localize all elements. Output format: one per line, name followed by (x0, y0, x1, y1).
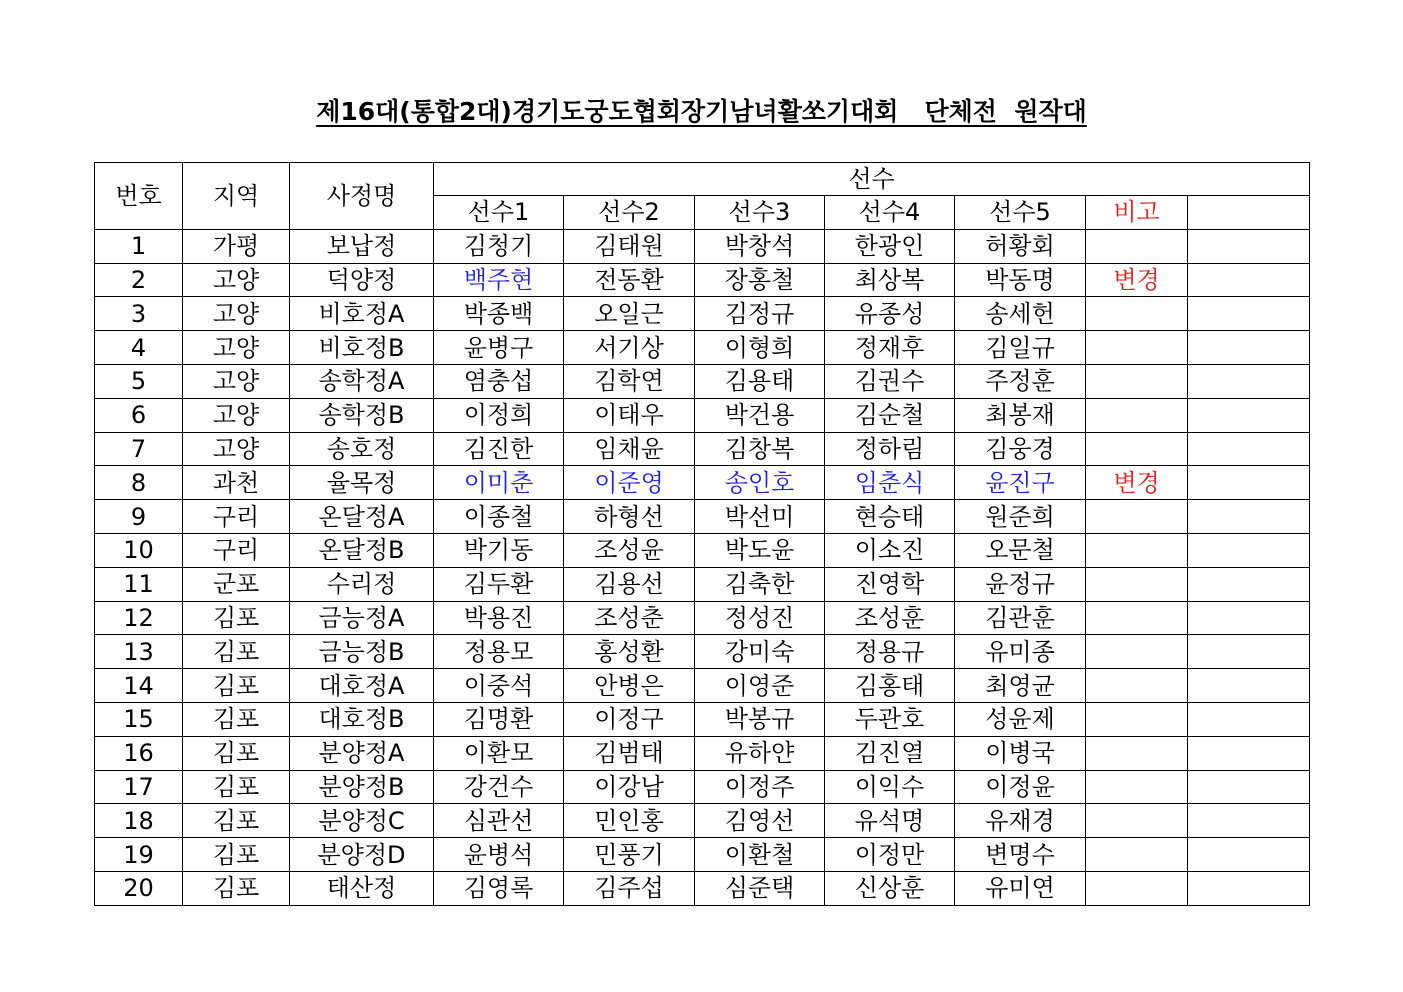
row-region: 군포 (183, 567, 290, 601)
row-player-2: 민인홍 (564, 804, 695, 838)
row-no: 12 (95, 601, 183, 635)
row-player-4: 최상복 (825, 263, 955, 297)
row-remark (1086, 635, 1188, 669)
row-no: 6 (95, 398, 183, 432)
table-row (95, 804, 1310, 838)
row-empty-cell (1188, 736, 1310, 770)
row-empty-cell (1188, 297, 1310, 331)
row-club: 온달정B (290, 533, 434, 567)
table-row (95, 736, 1310, 770)
row-empty-cell (1188, 770, 1310, 804)
table-row (95, 500, 1310, 534)
row-player-5: 유미연 (955, 871, 1086, 905)
row-player-4: 한광인 (825, 229, 955, 263)
row-player-1: 이환모 (434, 736, 564, 770)
table-row (95, 770, 1310, 804)
header-club: 사정명 (290, 163, 434, 230)
row-player-5: 이정윤 (955, 770, 1086, 804)
row-player-2: 서기상 (564, 331, 695, 365)
row-player-2: 김주섭 (564, 871, 695, 905)
row-region: 고양 (183, 398, 290, 432)
row-club: 송호정 (290, 432, 434, 466)
table-row (95, 635, 1310, 669)
table-row (95, 567, 1310, 601)
row-player-5: 유미종 (955, 635, 1086, 669)
row-player-1: 이미춘 (434, 466, 564, 500)
row-no: 8 (95, 466, 183, 500)
row-club: 분양정B (290, 770, 434, 804)
row-player-1: 정용모 (434, 635, 564, 669)
row-no: 9 (95, 500, 183, 534)
row-player-5: 주정훈 (955, 364, 1086, 398)
row-empty-cell (1188, 838, 1310, 872)
row-remark (1086, 601, 1188, 635)
row-player-5: 이병국 (955, 736, 1086, 770)
row-player-1: 윤병구 (434, 331, 564, 365)
row-player-2: 홍성환 (564, 635, 695, 669)
row-player-5: 윤진구 (955, 466, 1086, 500)
table-row (95, 432, 1310, 466)
row-no: 13 (95, 635, 183, 669)
row-player-1: 김청기 (434, 229, 564, 263)
table-row (95, 533, 1310, 567)
row-remark (1086, 770, 1188, 804)
row-empty-cell (1188, 669, 1310, 703)
row-empty-cell (1188, 804, 1310, 838)
row-player-2: 임채윤 (564, 432, 695, 466)
row-empty-cell (1188, 702, 1310, 736)
row-no: 5 (95, 364, 183, 398)
row-region: 고양 (183, 263, 290, 297)
row-empty-cell (1188, 533, 1310, 567)
header-remarks: 비고 (1086, 196, 1188, 230)
row-player-4: 이정만 (825, 838, 955, 872)
row-no: 20 (95, 871, 183, 905)
row-player-1: 심관선 (434, 804, 564, 838)
title-text: 제16대(통합2대)경기도궁도협회장기남녀활쏘기대회 단체전 원작대 (316, 97, 1087, 126)
row-player-4: 유종성 (825, 297, 955, 331)
table-row (95, 297, 1310, 331)
row-region: 과천 (183, 466, 290, 500)
row-player-2: 민풍기 (564, 838, 695, 872)
row-player-1: 백주현 (434, 263, 564, 297)
row-player-3: 김창복 (695, 432, 825, 466)
row-remark (1086, 398, 1188, 432)
team-roster-table (94, 162, 1310, 906)
table-row (95, 466, 1310, 500)
row-empty-cell (1188, 229, 1310, 263)
row-remark (1086, 364, 1188, 398)
row-player-4: 김진열 (825, 736, 955, 770)
row-player-3: 이환철 (695, 838, 825, 872)
row-player-1: 이종철 (434, 500, 564, 534)
row-player-3: 김영선 (695, 804, 825, 838)
row-player-3: 정성진 (695, 601, 825, 635)
row-no: 19 (95, 838, 183, 872)
header-players-group: 선수 (434, 163, 1310, 196)
row-player-2: 조성윤 (564, 533, 695, 567)
row-player-3: 이정주 (695, 770, 825, 804)
row-no: 3 (95, 297, 183, 331)
header-player-3: 선수3 (695, 196, 825, 230)
row-player-5: 유재경 (955, 804, 1086, 838)
row-player-2: 이강남 (564, 770, 695, 804)
row-player-5: 최영균 (955, 669, 1086, 703)
row-player-3: 박선미 (695, 500, 825, 534)
row-remark (1086, 838, 1188, 872)
row-player-2: 조성춘 (564, 601, 695, 635)
row-player-1: 박종백 (434, 297, 564, 331)
table-row (95, 601, 1310, 635)
row-empty-cell (1188, 500, 1310, 534)
row-no: 10 (95, 533, 183, 567)
row-player-4: 유석명 (825, 804, 955, 838)
row-player-1: 강건수 (434, 770, 564, 804)
row-club: 금능정B (290, 635, 434, 669)
row-player-2: 전동환 (564, 263, 695, 297)
row-remark: 변경 (1086, 263, 1188, 297)
row-empty-cell (1188, 263, 1310, 297)
row-region: 가평 (183, 229, 290, 263)
row-player-5: 김일규 (955, 331, 1086, 365)
row-empty-cell (1188, 635, 1310, 669)
row-club: 대호정A (290, 669, 434, 703)
row-club: 율목정 (290, 466, 434, 500)
row-club: 분양정D (290, 838, 434, 872)
row-player-3: 장홍철 (695, 263, 825, 297)
row-region: 구리 (183, 500, 290, 534)
row-player-2: 하형선 (564, 500, 695, 534)
row-region: 고양 (183, 331, 290, 365)
row-player-1: 김두환 (434, 567, 564, 601)
row-player-1: 염충섭 (434, 364, 564, 398)
row-player-4: 정재후 (825, 331, 955, 365)
row-no: 15 (95, 702, 183, 736)
row-region: 고양 (183, 297, 290, 331)
row-player-5: 송세헌 (955, 297, 1086, 331)
row-player-4: 조성훈 (825, 601, 955, 635)
row-empty-cell (1188, 871, 1310, 905)
row-player-3: 박창석 (695, 229, 825, 263)
row-player-3: 박봉규 (695, 702, 825, 736)
table-row (95, 364, 1310, 398)
header-row-1 (95, 163, 1310, 196)
row-remark (1086, 533, 1188, 567)
row-region: 김포 (183, 838, 290, 872)
row-player-5: 김웅경 (955, 432, 1086, 466)
row-player-4: 이소진 (825, 533, 955, 567)
row-player-4: 현승태 (825, 500, 955, 534)
row-player-4: 김권수 (825, 364, 955, 398)
row-player-4: 이익수 (825, 770, 955, 804)
row-empty-cell (1188, 331, 1310, 365)
row-club: 온달정A (290, 500, 434, 534)
row-player-4: 진영학 (825, 567, 955, 601)
row-empty-cell (1188, 398, 1310, 432)
row-player-3: 송인호 (695, 466, 825, 500)
row-player-4: 임춘식 (825, 466, 955, 500)
row-player-3: 박도윤 (695, 533, 825, 567)
row-remark (1086, 567, 1188, 601)
row-club: 보납정 (290, 229, 434, 263)
row-region: 고양 (183, 364, 290, 398)
row-club: 수리정 (290, 567, 434, 601)
row-no: 7 (95, 432, 183, 466)
row-no: 4 (95, 331, 183, 365)
row-remark (1086, 871, 1188, 905)
header-player-4: 선수4 (825, 196, 955, 230)
table-row (95, 838, 1310, 872)
row-player-4: 신상훈 (825, 871, 955, 905)
row-empty-cell (1188, 601, 1310, 635)
row-empty-cell (1188, 432, 1310, 466)
row-remark (1086, 500, 1188, 534)
row-club: 송학정B (290, 398, 434, 432)
row-player-4: 정하림 (825, 432, 955, 466)
row-player-2: 김학연 (564, 364, 695, 398)
header-player-2: 선수2 (564, 196, 695, 230)
row-player-1: 이정희 (434, 398, 564, 432)
row-player-3: 김축한 (695, 567, 825, 601)
row-player-5: 김관훈 (955, 601, 1086, 635)
row-remark (1086, 702, 1188, 736)
row-player-1: 김영록 (434, 871, 564, 905)
row-region: 김포 (183, 736, 290, 770)
row-player-5: 허황회 (955, 229, 1086, 263)
row-player-2: 김범태 (564, 736, 695, 770)
row-region: 김포 (183, 702, 290, 736)
row-club: 분양정C (290, 804, 434, 838)
row-player-3: 심준택 (695, 871, 825, 905)
row-club: 덕양정 (290, 263, 434, 297)
header-player-1: 선수1 (434, 196, 564, 230)
row-remark (1086, 736, 1188, 770)
row-player-2: 이준영 (564, 466, 695, 500)
row-remark (1086, 331, 1188, 365)
row-player-5: 박동명 (955, 263, 1086, 297)
row-player-2: 김용선 (564, 567, 695, 601)
row-club: 송학정A (290, 364, 434, 398)
row-player-3: 이형희 (695, 331, 825, 365)
row-region: 김포 (183, 669, 290, 703)
table-row (95, 331, 1310, 365)
header-empty-cell (1188, 196, 1310, 230)
row-player-2: 오일근 (564, 297, 695, 331)
row-player-1: 윤병석 (434, 838, 564, 872)
row-player-5: 윤정규 (955, 567, 1086, 601)
row-region: 김포 (183, 601, 290, 635)
header-no: 번호 (95, 163, 183, 230)
row-player-2: 안병은 (564, 669, 695, 703)
row-remark (1086, 669, 1188, 703)
row-club: 태산정 (290, 871, 434, 905)
row-region: 김포 (183, 635, 290, 669)
table-row (95, 398, 1310, 432)
row-player-3: 박건용 (695, 398, 825, 432)
row-player-5: 원준희 (955, 500, 1086, 534)
row-empty-cell (1188, 567, 1310, 601)
row-no: 2 (95, 263, 183, 297)
header-region: 지역 (183, 163, 290, 230)
row-no: 17 (95, 770, 183, 804)
row-club: 비호정A (290, 297, 434, 331)
row-player-5: 오문철 (955, 533, 1086, 567)
row-empty-cell (1188, 466, 1310, 500)
row-player-5: 최봉재 (955, 398, 1086, 432)
row-no: 18 (95, 804, 183, 838)
row-region: 김포 (183, 804, 290, 838)
row-remark (1086, 297, 1188, 331)
row-player-1: 김명환 (434, 702, 564, 736)
table-row (95, 669, 1310, 703)
row-player-3: 강미숙 (695, 635, 825, 669)
table-row (95, 871, 1310, 905)
row-region: 구리 (183, 533, 290, 567)
document-title (0, 92, 1403, 128)
row-player-1: 박용진 (434, 601, 564, 635)
row-player-1: 김진한 (434, 432, 564, 466)
row-player-3: 이영준 (695, 669, 825, 703)
row-remark (1086, 229, 1188, 263)
row-region: 김포 (183, 770, 290, 804)
row-club: 비호정B (290, 331, 434, 365)
row-remark: 변경 (1086, 466, 1188, 500)
row-region: 고양 (183, 432, 290, 466)
row-player-5: 성윤제 (955, 702, 1086, 736)
row-club: 금능정A (290, 601, 434, 635)
row-player-4: 정용규 (825, 635, 955, 669)
table-row (95, 229, 1310, 263)
row-player-1: 박기동 (434, 533, 564, 567)
header-player-5: 선수5 (955, 196, 1086, 230)
table-row (95, 702, 1310, 736)
row-no: 16 (95, 736, 183, 770)
row-player-3: 김정규 (695, 297, 825, 331)
row-club: 대호정B (290, 702, 434, 736)
row-player-4: 김홍태 (825, 669, 955, 703)
row-player-4: 김순철 (825, 398, 955, 432)
row-player-2: 김태원 (564, 229, 695, 263)
row-no: 14 (95, 669, 183, 703)
row-remark (1086, 432, 1188, 466)
row-player-3: 김용태 (695, 364, 825, 398)
row-club: 분양정A (290, 736, 434, 770)
row-no: 1 (95, 229, 183, 263)
row-player-1: 이중석 (434, 669, 564, 703)
row-remark (1086, 804, 1188, 838)
row-player-4: 두관호 (825, 702, 955, 736)
table-row (95, 263, 1310, 297)
row-player-3: 유하얀 (695, 736, 825, 770)
row-empty-cell (1188, 364, 1310, 398)
row-player-2: 이정구 (564, 702, 695, 736)
row-player-5: 변명수 (955, 838, 1086, 872)
row-region: 김포 (183, 871, 290, 905)
row-no: 11 (95, 567, 183, 601)
row-player-2: 이태우 (564, 398, 695, 432)
